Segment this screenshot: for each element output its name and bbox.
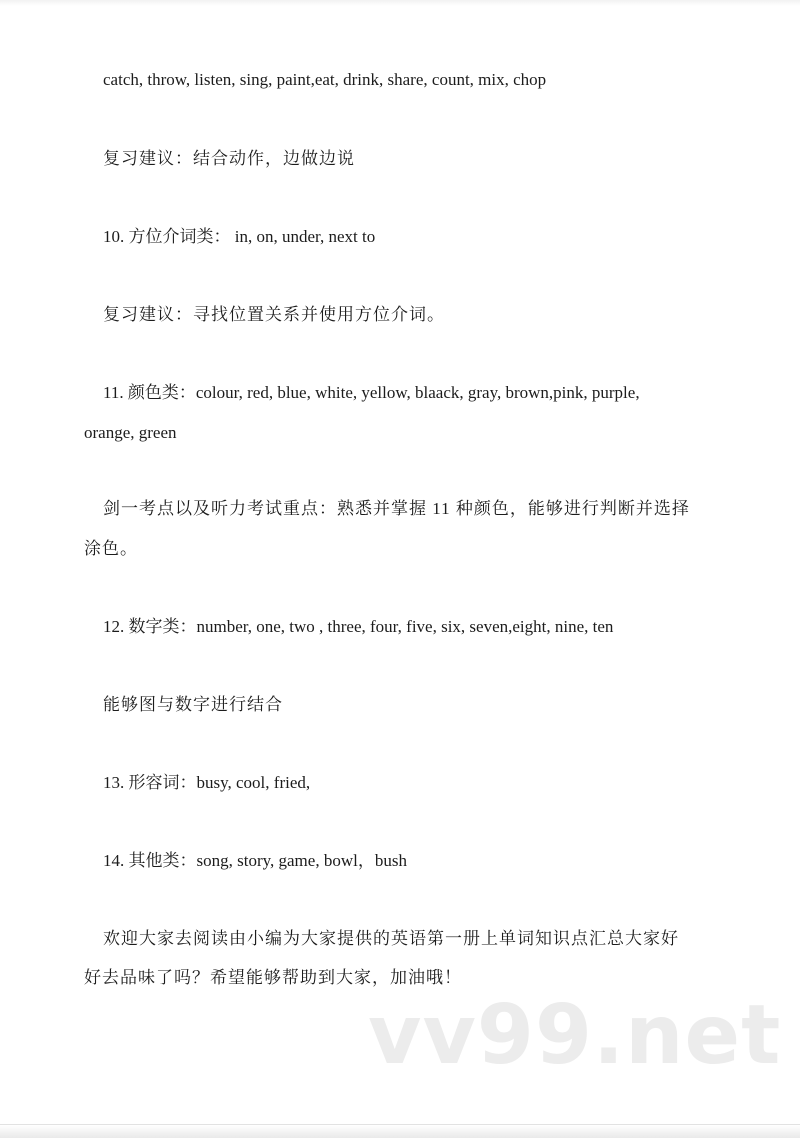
colours-exam-tip-line-1: 剑一考点以及听力考试重点：熟悉并掌握 11 种颜色，能够进行判断并选择 — [103, 499, 690, 518]
closing-line-2: 好去品味了吗？希望能够帮助到大家，加油哦！ — [84, 968, 462, 987]
closing-line-1: 欢迎大家去阅读由小编为大家提供的英语第一册上单词知识点汇总大家好 — [103, 929, 679, 948]
verbs-review-tip: 复习建议：结合动作，边做边说 — [103, 149, 355, 168]
colours-exam-tip-line-2: 涂色。 — [84, 539, 138, 558]
site-watermark: vv99.net — [368, 988, 782, 1083]
page-top-edge — [0, 0, 800, 6]
prepositions-review-tip: 复习建议：寻找位置关系并使用方位介词。 — [103, 305, 445, 324]
numbers-line: 12. 数字类：number, one, two , three, four, five, six, seven,eight, nine, ten — [103, 617, 614, 636]
adjectives-line: 13. 形容词：busy, cool, fried, — [103, 773, 311, 792]
numbers-tip: 能够图与数字进行结合 — [103, 695, 283, 714]
colours-line-2: orange, green — [84, 423, 177, 442]
others-line: 14. 其他类：song, story, game, bowl，bush — [103, 851, 407, 870]
page-bottom-edge — [0, 1124, 800, 1138]
colours-line-1: 11. 颜色类：colour, red, blue, white, yellow, blaack, gray, brown,pink, purple, — [103, 383, 640, 402]
prepositions-line: 10. 方位介词类： in, on, under, next to — [103, 227, 376, 246]
verbs-line: catch, throw, listen, sing, paint,eat, drink, share, count, mix, chop — [103, 70, 547, 89]
